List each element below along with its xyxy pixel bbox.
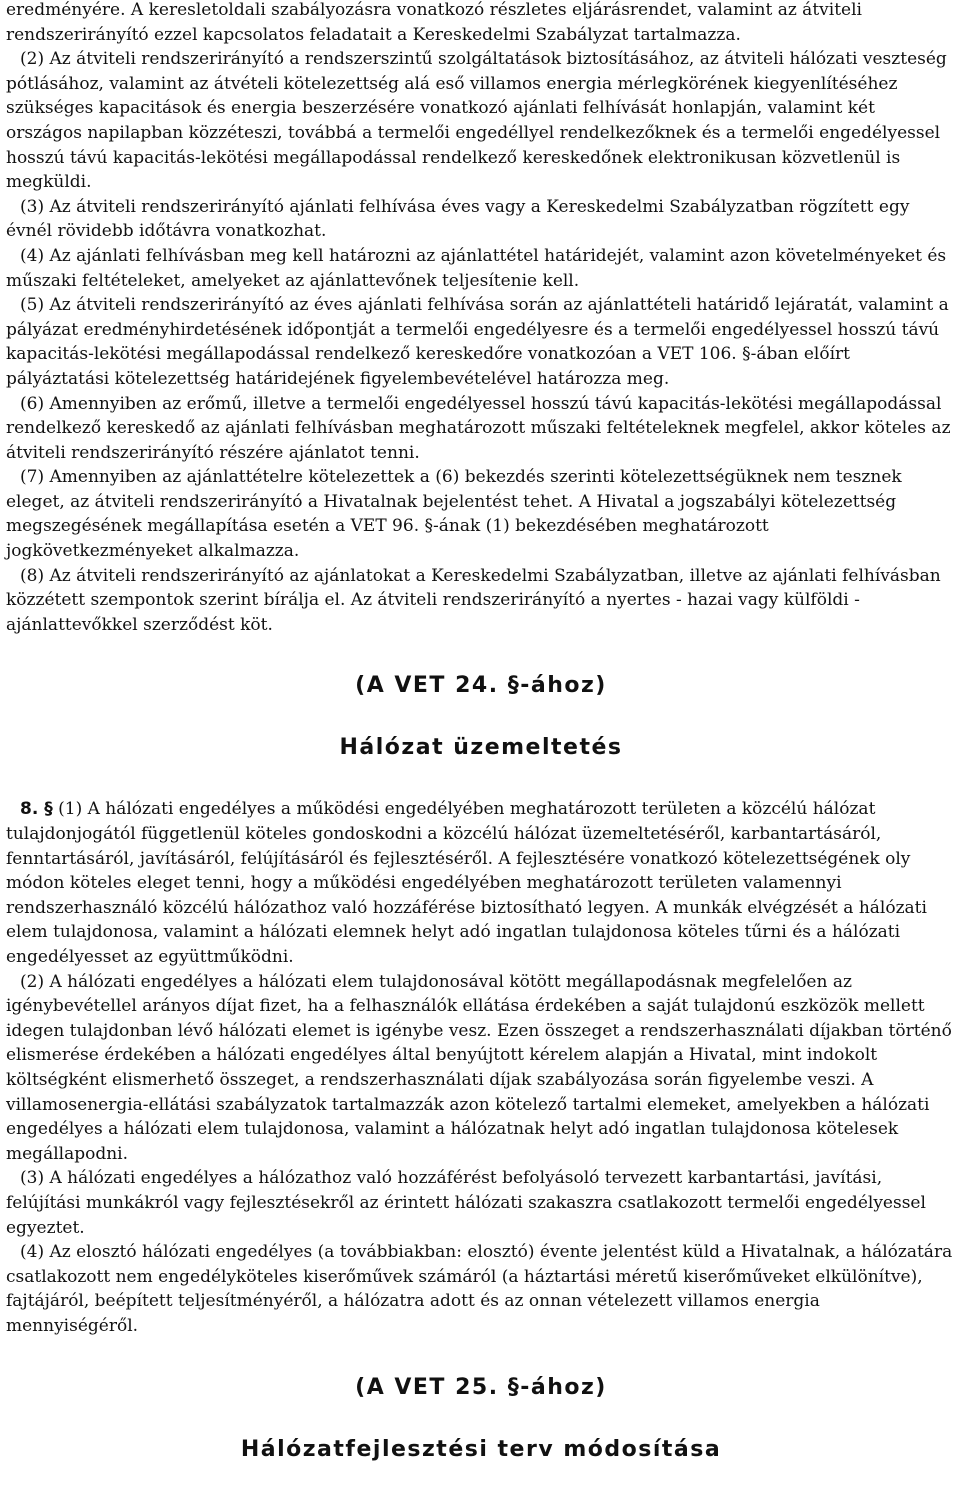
section-8-paragraph-3: (3) A hálózati engedélyes a hálózathoz való hozzáférést befolyásoló tervezett karbantartási, javítási, felújítási munkákról vagy fejlesztésekről az érintett hálózati szakaszra csatlakozott termelői engedélyessel egyeztet. bbox=[6, 1168, 926, 1238]
section-reference-heading: (A VET 24. §-ához) bbox=[355, 673, 607, 699]
section-8-paragraph-1 bbox=[6, 797, 956, 969]
document-page bbox=[6, 0, 956, 1465]
paragraph-3: (3) Az átviteli rendszerirányító ajánlati felhívása éves vagy a Kereskedelmi Szabályzatban rögzített egy évnél rövidebb időtávra vonatkozhat. bbox=[6, 196, 910, 242]
section-number: 8. § bbox=[20, 799, 53, 820]
paragraph-continuation: eredményére. A keresletoldali szabályozásra vonatkozó részletes eljárásrendet, valamint az átviteli rendszerirányító ezzel kapcsolatos feladatait a Kereskedelmi Szabályzat tartalmazza. bbox=[6, 0, 862, 45]
section-title-heading: Hálózat üzemeltetés bbox=[339, 735, 623, 761]
spacer bbox=[6, 763, 956, 797]
paragraph-5: (5) Az átviteli rendszerirányító az éves ajánlati felhívása során az ajánlattételi határidő lejáratát, valamint a pályázat eredményhirdetésének időpontját a termelői engedélyesre és a termelői engedélyessel hosszú távú kapacitás-lekötési megállapodással rendelkező kereskedőre vonatkozóan a VET 106. §-ában előírt pályáztatási kötelezettség határidejének figyelembevételével határozza meg. bbox=[6, 295, 949, 389]
section-reference-heading-2: (A VET 25. §-ához) bbox=[355, 1374, 607, 1400]
paragraph-7: (7) Amennyiben az ajánlattételre kötelezettek a (6) bekezdés szerinti kötelezettségüknek nem tesznek eleget, az átviteli rendszerirányító a Hivatalnak bejelentést tehet. A Hivatal a jogszabályi kötelezettség megszegésének megállapítása esetén a VET 96. §-ának (1) bekezdésében meghatározott jogkövetkezményeket alkalmazza. bbox=[6, 467, 902, 562]
paragraph-6: (6) Amennyiben az erőmű, illetve a termelői engedélyessel hosszú távú kapacitás-lekötési megállapodással rendelkező kereskedő az ajánlati felhívásban meghatározott műszaki feltételeknek megfelel, akkor köteles az átviteli rendszerirányító részére ajánlatot tenni. bbox=[6, 393, 951, 463]
section-8-paragraph-4: (4) Az elosztó hálózati engedélyes (a továbbiakban: elosztó) évente jelentést küld a Hivatalnak, a hálózatára csatlakozott nem engedélyköteles kiserőművek számáról (a háztartási méretű kiserőműveket elkülönítve), fajtájáról, beépített teljesítményéről, a hálózatra adott és az onnan vételezett villamos energia mennyiségéről. bbox=[6, 1242, 953, 1336]
section-title-heading-2: Hálózatfejlesztési terv módosítása bbox=[240, 1436, 722, 1462]
paragraph-4: (4) Az ajánlati felhívásban meg kell határozni az ajánlattétel határidejét, valamint azon követelményeket és műszaki feltételeket, amelyeket az ajánlattevőnek teljesítenie kell. bbox=[6, 245, 947, 291]
section-8-paragraph-1-text: (1) A hálózati engedélyes a működési engedélyében meghatározott területen a közcélú hálózat tulajdonjogától függetlenül köteles gondoskodni a közcélú hálózat üzemeltetéséről, karbantartásáról, fenntartásáról, javításáról, felújításáról és fejlesztéséről. A fejlesztésére vonatkozó kötelezettségének oly módon köteles eleget tenni, hogy a működési engedélyében meghatározott területen valamennyi rendszerhasználó közcélú hálózathoz való hozzáférése biztosítható legyen. A munkák elvégzését a hálózati elem tulajdonosa, valamint a hálózati elemnek helyt adó ingatlan tulajdonosa köteles tűrni és a hálózati engedélyesset az együttműködni. bbox=[6, 799, 927, 967]
paragraph-2: (2) Az átviteli rendszerirányító a rendszerszintű szolgáltatások biztosításához, az átviteli hálózati veszteség pótlásához, valamint az átvételi kötelezettség alá eső villamos energia mérlegkörének kiegyenlítéséhez szükséges kapacitások és energia beszerzésére vonatkozó ajánlati felhívását honlapján, valamint két országos napilapban közzéteszi, továbbá a termelői engedéllyel rendelkezőknek és a termelői engedélyessel hosszú távú kapacitás-lekötési megállapodással rendelkező kereskedőnek elektronikusan közvetlenül is megküldi. bbox=[6, 49, 947, 193]
section-8-paragraph-2: (2) A hálózati engedélyes a hálózati elem tulajdonosával kötött megállapodásnak megfelelően az igénybevétellel arányos díjat fizet, ha a felhasználók ellátása érdekében a saját tulajdonú eszközök mellett idegen tulajdonban lévő hálózati elemet is igénybe vesz. Ezen összeget a rendszerhasználati díjakban történő elismerése érdekében a hálózati engedélyes által benyújtott kérelem alapján a Hivatal, mint indokolt költségként elismerhető összeget, a rendszerhasználati díjak szabályozása során figyelembe veszi. A villamosenergia-ellátási szabályzatok tartalmazzák azon kötelező tartalmi elemeket, amelyekben a hálózati engedélyes a hálózati elem tulajdonosa, valamint a hálózatnak helyt adó ingatlan tulajdonosa kötelesek megállapodni. bbox=[6, 971, 952, 1164]
paragraph-8: (8) Az átviteli rendszerirányító az ajánlatokat a Kereskedelmi Szabályzatban, illetve az ajánlati felhívásban közzétett szempontok szerint bírálja el. Az átviteli rendszerirányító a nyertes - hazai vagy külföldi - ajánlattevőkkel szerződést köt. bbox=[6, 565, 941, 635]
